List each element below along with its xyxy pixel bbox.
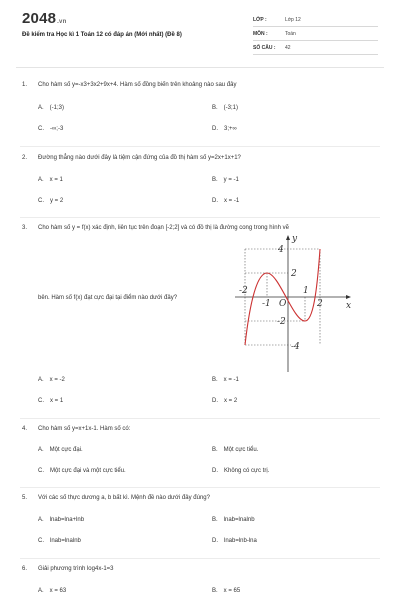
option-text: lnab=lnalnb	[223, 517, 255, 523]
q6-option-b[interactable]	[212, 588, 240, 594]
q2-option-b[interactable]	[212, 177, 239, 183]
q1-option-b[interactable]	[212, 105, 238, 111]
question-number: 6.	[22, 566, 28, 572]
question-stem: Giải phương trình log4x-1=3	[38, 566, 114, 572]
option-letter: D.	[212, 198, 218, 204]
option-letter: D.	[212, 398, 218, 404]
question-divider	[20, 146, 380, 147]
option-text: x = 2	[224, 398, 238, 404]
meta-class-row	[253, 14, 378, 27]
option-text: 3;+∞	[224, 126, 237, 132]
site-logo[interactable]	[22, 10, 66, 27]
logo-suffix: .vn	[57, 19, 67, 25]
tick-y-neg2: -2	[277, 317, 286, 327]
option-letter: C.	[38, 198, 44, 204]
question-divider	[20, 487, 380, 488]
question-stem-continued: bên. Hàm số f(x) đạt cực đại tại điểm nào dưới đây?	[38, 295, 178, 301]
option-text: x = -2	[49, 377, 65, 383]
option-text: Một cực tiểu.	[223, 447, 259, 453]
option-text: y = -1	[223, 177, 239, 183]
option-letter: C.	[38, 398, 44, 404]
q5-option-c[interactable]	[38, 538, 81, 544]
tick-y-neg4: -4	[291, 342, 300, 352]
question-divider	[20, 558, 380, 559]
option-letter: A.	[38, 517, 44, 523]
graph-svg	[233, 232, 358, 377]
question-number: 5.	[22, 495, 28, 501]
option-letter: B.	[212, 105, 218, 111]
header-divider	[16, 67, 384, 68]
option-text: Không có cực trị.	[224, 468, 270, 474]
question-stem: Cho hàm số y=-x3+3x2+9x+4. Hàm số đồng biến trên khoảng nào sau đây	[38, 82, 237, 88]
option-text: lnab=lna+lnb	[49, 517, 85, 523]
q5-option-b[interactable]	[212, 517, 255, 523]
q3-option-b[interactable]	[212, 377, 239, 383]
option-letter: B.	[212, 517, 218, 523]
x-axis-label: x	[346, 301, 352, 311]
x-axis-arrow	[346, 295, 351, 299]
meta-count-label: SỐ CÂU :	[253, 45, 276, 51]
question-stem: Cho hàm số y=x+1x-1. Hàm số có:	[38, 426, 131, 432]
tick-y-2: 2	[291, 269, 297, 279]
option-text: Một cực đại và một cực tiểu.	[50, 468, 126, 474]
question-number: 4.	[22, 426, 28, 432]
tick-x-1: 1	[303, 286, 309, 296]
question-divider	[20, 418, 380, 419]
option-letter: B.	[212, 588, 218, 594]
y-axis-label: y	[292, 234, 298, 244]
option-letter: B.	[212, 377, 218, 383]
option-letter: B.	[212, 177, 218, 183]
option-letter: B.	[212, 447, 218, 453]
question-number: 3.	[22, 225, 28, 231]
option-letter: C.	[38, 468, 44, 474]
option-text: x = -1	[224, 198, 240, 204]
q4-option-b[interactable]	[212, 447, 258, 453]
q3-option-d[interactable]	[212, 398, 237, 404]
q4-option-d[interactable]	[212, 468, 269, 474]
question-stem: Cho hàm số y = f(x) xác định, liên tục trên đoạn [-2;2] và có đồ thị là đường cong trong hình vẽ	[38, 225, 289, 231]
option-letter: A.	[38, 105, 44, 111]
meta-count-row	[253, 42, 378, 55]
option-letter: D.	[212, 126, 218, 132]
q1-option-a[interactable]	[38, 105, 64, 111]
logo-text: 2048	[22, 10, 57, 27]
q4-option-c[interactable]	[38, 468, 126, 474]
option-text: x = -1	[223, 377, 239, 383]
tick-x-2: 2	[317, 299, 323, 309]
tick-x-neg1: -1	[262, 299, 271, 309]
document-header	[0, 0, 400, 66]
option-text: x = 65	[223, 588, 241, 594]
option-text: -∞;-3	[50, 126, 64, 132]
option-text: x = 1	[49, 177, 63, 183]
q6-option-a[interactable]	[38, 588, 66, 594]
meta-class-label: LỚP :	[253, 17, 267, 23]
option-letter: A.	[38, 447, 44, 453]
y-axis-arrow	[286, 235, 290, 240]
question-number: 1.	[22, 82, 28, 88]
option-text: x = 63	[49, 588, 67, 594]
meta-subject-row	[253, 28, 378, 41]
option-letter: A.	[38, 377, 44, 383]
option-letter: D.	[212, 538, 218, 544]
option-text: lnab=lnalnb	[50, 538, 81, 544]
q2-option-c[interactable]	[38, 198, 63, 204]
meta-subject-label: MÔN :	[253, 31, 268, 37]
tick-x-neg2: -2	[239, 286, 248, 296]
q5-option-d[interactable]	[212, 538, 257, 544]
q1-option-c[interactable]	[38, 126, 63, 132]
question-stem: Với các số thực dương a, b bất kì. Mệnh đề nào dưới đây đúng?	[38, 495, 210, 501]
meta-count-value: 42	[285, 45, 291, 51]
option-letter: C.	[38, 126, 44, 132]
option-text: (-1;3)	[49, 105, 65, 111]
q2-option-a[interactable]	[38, 177, 63, 183]
tick-y-4: 4	[278, 245, 284, 255]
option-text: y = 2	[50, 198, 64, 204]
q5-option-a[interactable]	[38, 517, 84, 523]
question-number: 2.	[22, 155, 28, 161]
function-graph	[233, 232, 358, 377]
origin-label: O	[279, 299, 287, 309]
q2-option-d[interactable]	[212, 198, 239, 204]
option-text: lnab=lnb-lna	[224, 538, 257, 544]
option-text: Một cực đại.	[49, 447, 83, 453]
option-letter: D.	[212, 468, 218, 474]
document-title: Đề kiểm tra Học kì 1 Toán 12 có đáp án (Mới nhất) (Đề 8)	[22, 32, 182, 38]
q1-option-d[interactable]	[212, 126, 237, 132]
q4-option-a[interactable]	[38, 447, 83, 453]
option-letter: A.	[38, 177, 44, 183]
option-text: (-3;1)	[223, 105, 239, 111]
meta-subject-value: Toán	[285, 31, 296, 37]
question-stem: Đường thẳng nào dưới đây là tiệm cận đứng của đồ thị hàm số y=2x+1x+1?	[38, 155, 241, 161]
question-divider	[20, 217, 380, 218]
q3-option-a[interactable]	[38, 377, 65, 383]
option-text: x = 1	[50, 398, 64, 404]
option-letter: C.	[38, 538, 44, 544]
option-letter: A.	[38, 588, 44, 594]
meta-class-value: Lớp 12	[285, 17, 301, 23]
q3-option-c[interactable]	[38, 398, 63, 404]
